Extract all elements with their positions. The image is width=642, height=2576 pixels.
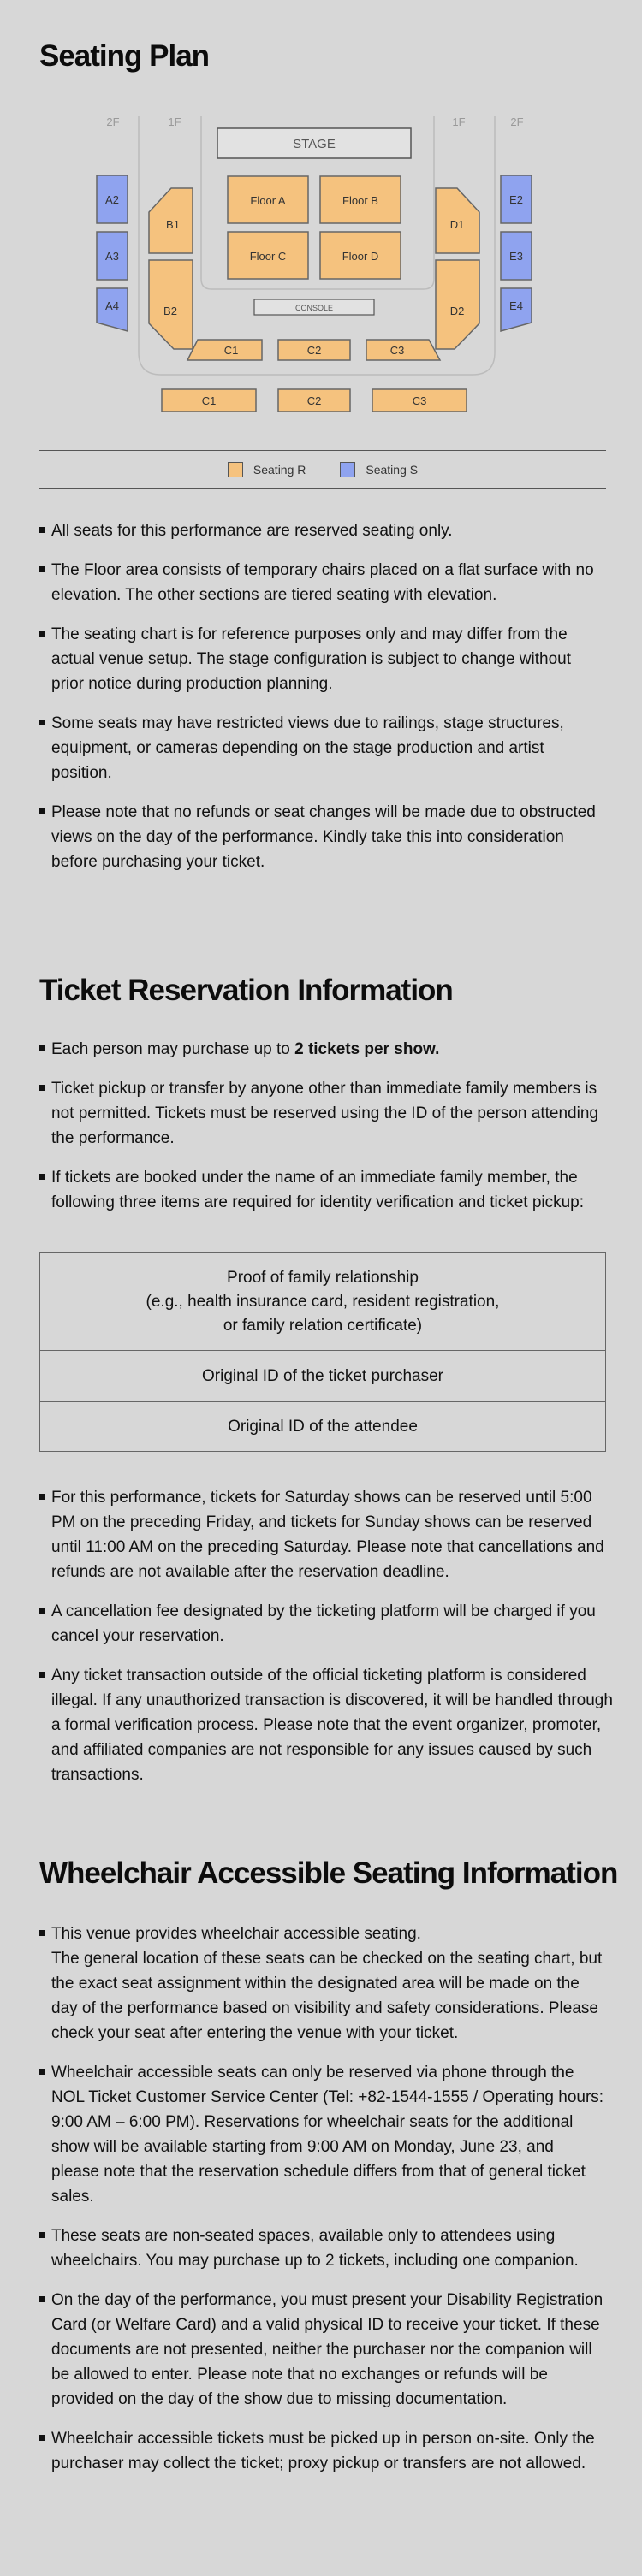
console-label: CONSOLE: [294, 304, 334, 312]
wheelchair-intro-detail: The general location of these seats can be checked on the seating chart, but the exact seat assignment within the designated area will be made on the day of the performance based on visibility and safety considerations. Please check your seat after entering the venue with your ticket.: [51, 1950, 603, 2042]
block-e4-label: E4: [509, 299, 523, 312]
list-item: Please note that no refunds or seat changes will be made due to obstructed views on the day of the performance. Kindly take this into consideration before purchasing your ticket.: [39, 800, 604, 874]
block-c3-1f-label: C3: [389, 344, 405, 357]
block-c2-1f-label: C2: [306, 344, 322, 357]
ticket-limit-text: Each person may purchase up to: [51, 1040, 295, 1058]
floor-a-label: Floor A: [250, 194, 286, 207]
table-row: [40, 1351, 606, 1402]
seating-plan-title: Seating Plan: [39, 39, 210, 73]
floor-d-label: Floor D: [342, 250, 379, 263]
block-c1-1f-label: C1: [223, 344, 239, 357]
block-b1-label: B1: [166, 218, 180, 231]
list-item: [39, 1922, 606, 2046]
block-a2-label: A2: [105, 193, 119, 206]
ticket-reservation-title: Ticket Reservation Information: [39, 974, 453, 1007]
list-item: Ticket pickup or transfer by anyone other than immediate family members is not permitted. Tickets must be reserved using the ID of the person attending the performance.: [39, 1076, 604, 1151]
block-c1-2f-label: C1: [201, 394, 217, 407]
wheelchair-intro-line: This venue provides wheelchair accessible seating.: [51, 1925, 421, 1943]
legend-item-seating-s: [340, 462, 418, 477]
level-label-right-2f: 2F: [510, 115, 524, 128]
block-a4-label: A4: [105, 299, 119, 312]
table-cell-attendee-id: Original ID of the attendee: [40, 1402, 606, 1452]
seating-legend: [39, 450, 606, 489]
list-item: On the day of the performance, you must present your Disability Registration Card (or Welfare Card) and a valid physical ID to receive your ticket. If these documents are not presented, neither the purchaser nor the companion will be allowed to enter. Please note that no exchanges or refunds will be provided on the day of the show due to missing documentation.: [39, 2288, 606, 2412]
floor-c-label: Floor C: [249, 250, 287, 263]
wheelchair-notes-list: [39, 1922, 606, 2490]
list-item: A cancellation fee designated by the ticketing platform will be charged if you cancel your reservation.: [39, 1599, 613, 1649]
table-row: [40, 1253, 606, 1351]
block-a3-label: A3: [105, 250, 119, 263]
legend-item-seating-r: [228, 462, 306, 477]
family-proof-line: or family relation certificate): [223, 1316, 423, 1335]
list-item: Wheelchair accessible tickets must be picked up in person on-site. Only the purchaser may collect the ticket; proxy pickup or transfers are not allowed.: [39, 2426, 606, 2476]
block-d1-label: D1: [449, 218, 465, 231]
list-item: The seating chart is for reference purposes only and may differ from the actual venue setup. The stage configuration is subject to change without prior notice during production planning.: [39, 622, 604, 696]
block-e2-label: E2: [509, 193, 523, 206]
wheelchair-seating-title: Wheelchair Accessible Seating Information: [39, 1856, 618, 1890]
table-row: [40, 1402, 606, 1452]
level-label-left-1f: 1F: [168, 115, 181, 128]
level-label-left-2f: 2F: [106, 115, 120, 128]
list-item: Wheelchair accessible seats can only be reserved via phone through the NOL Ticket Customer Service Center (Tel: +82-1544-1555 / Operating hours: 9:00 AM – 6:00 PM). Reservations for wheelchair seats for the additional show will be available starting from 9:00 AM on Monday, June 23, and please note that the reservation schedule differs from that of general ticket sales.: [39, 2060, 606, 2209]
list-item: Any ticket transaction outside of the official ticketing platform is considered illegal. If any unauthorized transaction is discovered, it will be handled through a formal verification process. Please note that the event organizer, promoter, and affiliated companies are not responsible for any issues caused by such transactions.: [39, 1663, 613, 1787]
seating-r-label: Seating R: [253, 462, 306, 477]
list-item: Some seats may have restricted views due to railings, stage structures, equipment, or cameras depending on the stage production and artist position.: [39, 711, 604, 785]
seating-s-swatch: [340, 462, 355, 477]
block-b2-label: B2: [163, 305, 177, 317]
floor-b-label: Floor B: [342, 194, 378, 207]
block-c2-2f-label: C2: [306, 394, 322, 407]
list-item: The Floor area consists of temporary chairs placed on a flat surface with no elevation. The other sections are tiered seating with elevation.: [39, 558, 604, 607]
block-e3-label: E3: [509, 250, 523, 263]
level-label-right-1f: 1F: [452, 115, 466, 128]
family-proof-line: Proof of family relationship: [227, 1268, 419, 1287]
list-item: All seats for this performance are reserved seating only.: [39, 518, 604, 543]
block-c3-2f-label: C3: [412, 394, 427, 407]
list-item: These seats are non-seated spaces, available only to attendees using wheelchairs. You may purchase up to 2 tickets, including one companion.: [39, 2224, 606, 2273]
table-cell-family-proof: [40, 1253, 606, 1351]
family-proof-line: (e.g., health insurance card, resident registration,: [146, 1292, 500, 1311]
seating-chart: [0, 103, 642, 428]
list-item: If tickets are booked under the name of an immediate family member, the following three items are required for identity verification and ticket pickup:: [39, 1165, 604, 1215]
list-item: For this performance, tickets for Saturday shows can be reserved until 5:00 PM on the preceding Friday, and tickets for Sunday shows can be reserved until 11:00 AM on the preceding Saturday. Please note that cancellations and refunds are not available after the reservation deadline.: [39, 1485, 613, 1584]
block-d2-label: D2: [449, 305, 465, 317]
seating-notes-list: [39, 518, 604, 889]
ticket-notes-list-a: [39, 1037, 604, 1229]
list-item: [39, 1037, 604, 1062]
table-cell-purchaser-id: Original ID of the ticket purchaser: [40, 1351, 606, 1402]
id-requirements-table: [39, 1252, 606, 1452]
ticket-notes-list-b: [39, 1485, 613, 1802]
seating-s-label: Seating S: [366, 462, 419, 477]
ticket-limit-bold: 2 tickets per show.: [294, 1040, 440, 1058]
seating-r-swatch: [228, 462, 243, 477]
stage-label: STAGE: [293, 137, 336, 151]
